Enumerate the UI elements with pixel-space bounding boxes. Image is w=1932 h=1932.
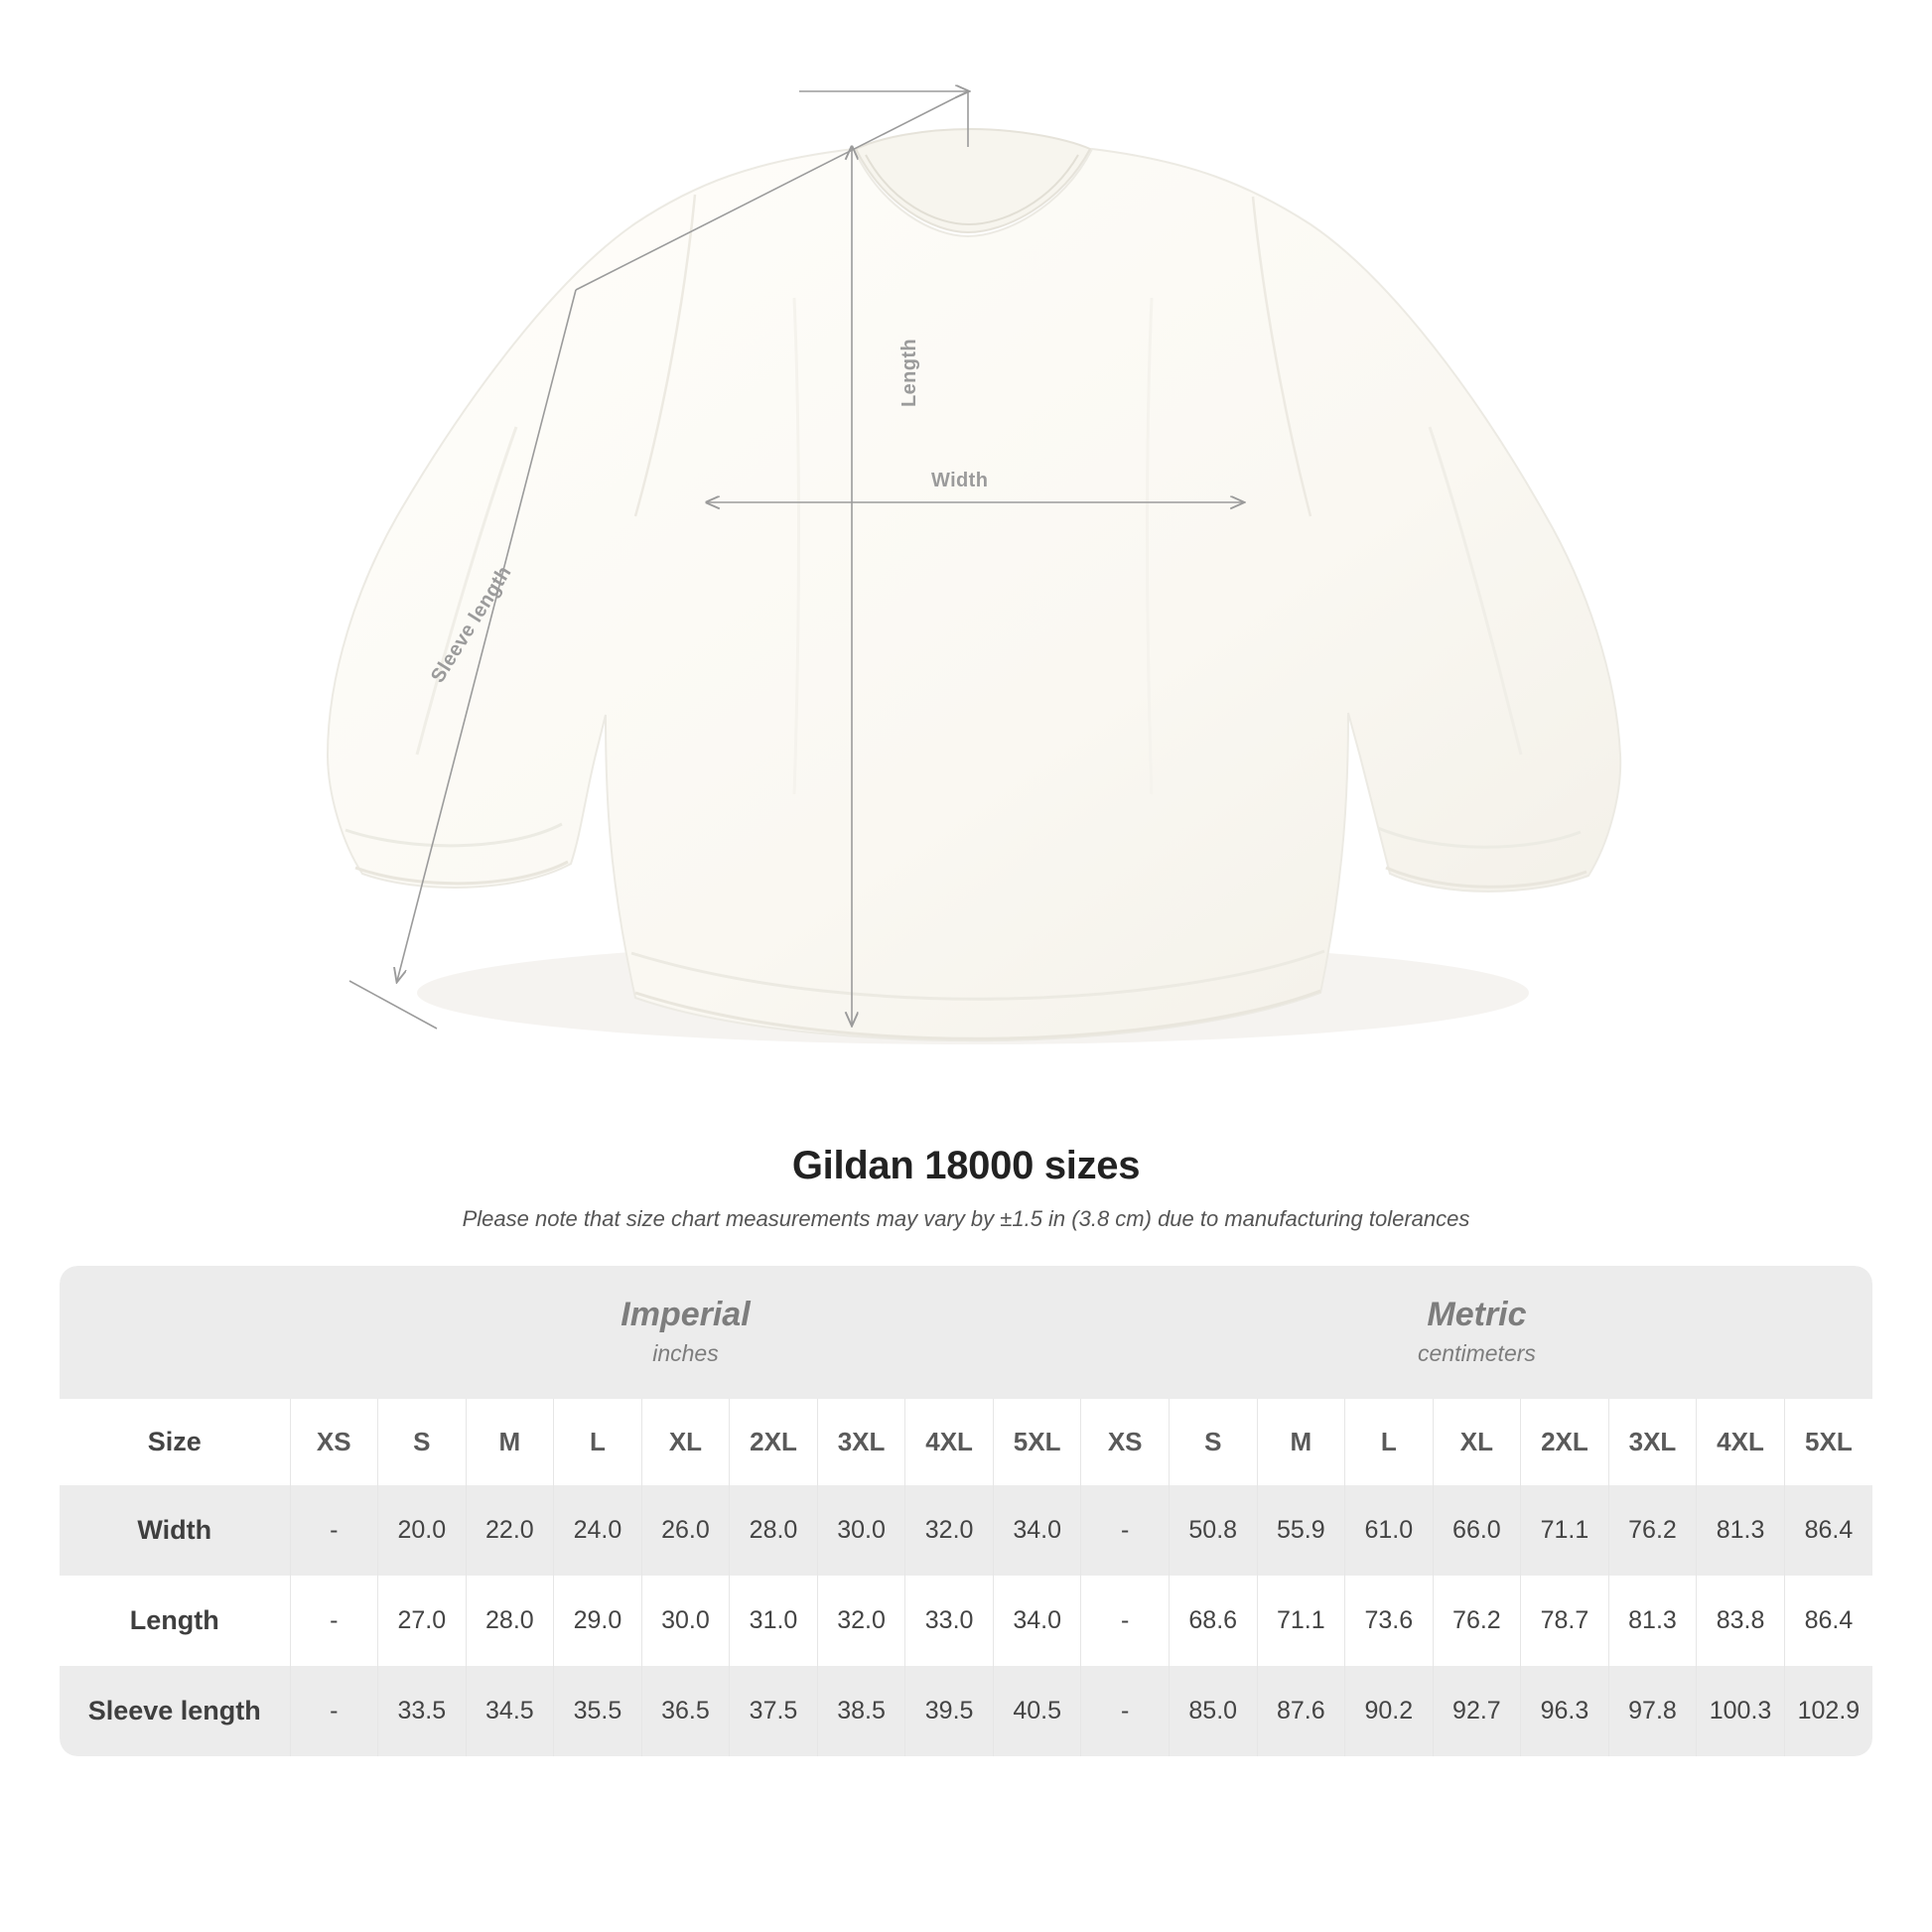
measurement-cell: 96.3 xyxy=(1521,1666,1609,1756)
measurement-cell: - xyxy=(1081,1485,1170,1576)
measurement-cell: 31.0 xyxy=(730,1576,818,1666)
measurement-cell: 71.1 xyxy=(1257,1576,1345,1666)
measurement-cell: - xyxy=(290,1666,378,1756)
size-header-label: Size xyxy=(60,1399,290,1485)
unit-sublabel: inches xyxy=(652,1340,719,1367)
measurement-cell: 20.0 xyxy=(378,1485,467,1576)
row-header-length: Length xyxy=(60,1576,290,1666)
measurement-cell: 78.7 xyxy=(1521,1576,1609,1666)
measurement-cell: 32.0 xyxy=(905,1485,994,1576)
measurement-cell: 86.4 xyxy=(1784,1485,1872,1576)
measurement-cell: 76.2 xyxy=(1608,1485,1697,1576)
size-header-cell: 5XL xyxy=(1784,1399,1872,1485)
size-header-cell: 4XL xyxy=(905,1399,994,1485)
row-header-width: Width xyxy=(60,1485,290,1576)
size-header-cell: S xyxy=(1169,1399,1257,1485)
measurement-cell: 102.9 xyxy=(1784,1666,1872,1756)
table-row xyxy=(60,1666,1872,1756)
size-header-cell: S xyxy=(378,1399,467,1485)
sleeve-length-label: Sleeve length xyxy=(427,562,516,687)
measurement-cell: 35.5 xyxy=(554,1666,642,1756)
size-header-cell: 2XL xyxy=(1521,1399,1609,1485)
measurement-cell: 92.7 xyxy=(1433,1666,1521,1756)
measurement-cell: 36.5 xyxy=(641,1666,730,1756)
measurement-cell: 32.0 xyxy=(817,1576,905,1666)
size-header-cell: XL xyxy=(1433,1399,1521,1485)
size-chart-table xyxy=(60,1266,1872,1756)
measurement-cell: 30.0 xyxy=(641,1576,730,1666)
measurement-cell: 27.0 xyxy=(378,1576,467,1666)
unit-header-imperial xyxy=(290,1266,1081,1399)
sweatshirt-graphic xyxy=(328,129,1620,1044)
measurement-cell: 76.2 xyxy=(1433,1576,1521,1666)
measurement-cell: 90.2 xyxy=(1345,1666,1434,1756)
size-header-cell: XS xyxy=(1081,1399,1170,1485)
unit-name: Metric xyxy=(1427,1296,1527,1333)
measurement-cell: 50.8 xyxy=(1169,1485,1257,1576)
measurement-cell: 40.5 xyxy=(993,1666,1081,1756)
size-header-cell: 4XL xyxy=(1697,1399,1785,1485)
measurement-cell: 61.0 xyxy=(1345,1485,1434,1576)
measurement-cell: 71.1 xyxy=(1521,1485,1609,1576)
measurement-cell: 33.5 xyxy=(378,1666,467,1756)
measurement-cell: 87.6 xyxy=(1257,1666,1345,1756)
measurement-cell: 68.6 xyxy=(1169,1576,1257,1666)
measurement-cell: 66.0 xyxy=(1433,1485,1521,1576)
measurement-cell: 28.0 xyxy=(466,1576,554,1666)
measurement-cell: 97.8 xyxy=(1608,1666,1697,1756)
size-header-cell: 3XL xyxy=(1608,1399,1697,1485)
measurement-cell: 83.8 xyxy=(1697,1576,1785,1666)
size-header-cell: M xyxy=(466,1399,554,1485)
measurement-cell: 37.5 xyxy=(730,1666,818,1756)
table-size-header-row xyxy=(60,1399,1872,1485)
measurement-cell: 38.5 xyxy=(817,1666,905,1756)
size-header-cell: 5XL xyxy=(993,1399,1081,1485)
measurement-cell: 30.0 xyxy=(817,1485,905,1576)
measurement-cell: 85.0 xyxy=(1169,1666,1257,1756)
unit-header-metric xyxy=(1081,1266,1872,1399)
measurement-cell: 34.5 xyxy=(466,1666,554,1756)
measurement-cell: 100.3 xyxy=(1697,1666,1785,1756)
size-header-cell: L xyxy=(1345,1399,1434,1485)
measurement-cell: 55.9 xyxy=(1257,1485,1345,1576)
measurement-cell: 86.4 xyxy=(1784,1576,1872,1666)
measurement-cell: - xyxy=(290,1576,378,1666)
tolerance-note: Please note that size chart measurements may vary by ±1.5 in (3.8 cm) due to manufacturing tolerances xyxy=(462,1206,1470,1231)
measurement-cell: 34.0 xyxy=(993,1576,1081,1666)
size-header-cell: XS xyxy=(290,1399,378,1485)
width-label: Width xyxy=(931,470,989,491)
measurement-cell: 39.5 xyxy=(905,1666,994,1756)
unit-sublabel: centimeters xyxy=(1418,1340,1536,1367)
measurement-cell: 34.0 xyxy=(993,1485,1081,1576)
measurement-cell: 24.0 xyxy=(554,1485,642,1576)
size-header-cell: M xyxy=(1257,1399,1345,1485)
measurement-cell: 73.6 xyxy=(1345,1576,1434,1666)
size-header-cell: 2XL xyxy=(730,1399,818,1485)
size-chart-table-wrapper xyxy=(60,1266,1872,1756)
measurement-cell: 81.3 xyxy=(1608,1576,1697,1666)
measurement-cell: 28.0 xyxy=(730,1485,818,1576)
size-header-cell: XL xyxy=(641,1399,730,1485)
measurement-cell: 29.0 xyxy=(554,1576,642,1666)
table-unit-header-row xyxy=(60,1266,1872,1399)
measurement-cell: - xyxy=(1081,1576,1170,1666)
page-title: Gildan 18000 sizes xyxy=(791,1144,1141,1187)
measurement-cell: 33.0 xyxy=(905,1576,994,1666)
size-header-cell: L xyxy=(554,1399,642,1485)
title-block xyxy=(0,1144,1932,1232)
unit-name: Imperial xyxy=(621,1296,751,1333)
measurement-cell: 81.3 xyxy=(1697,1485,1785,1576)
measurement-cell: - xyxy=(1081,1666,1170,1756)
size-header-cell: 3XL xyxy=(817,1399,905,1485)
table-row xyxy=(60,1576,1872,1666)
measurement-cell: 22.0 xyxy=(466,1485,554,1576)
table-row xyxy=(60,1485,1872,1576)
unit-header-spacer xyxy=(60,1266,290,1399)
measurement-cell: - xyxy=(290,1485,378,1576)
length-label: Length xyxy=(898,338,920,407)
measurement-cell: 26.0 xyxy=(641,1485,730,1576)
row-header-sleeve-length: Sleeve length xyxy=(60,1666,290,1756)
